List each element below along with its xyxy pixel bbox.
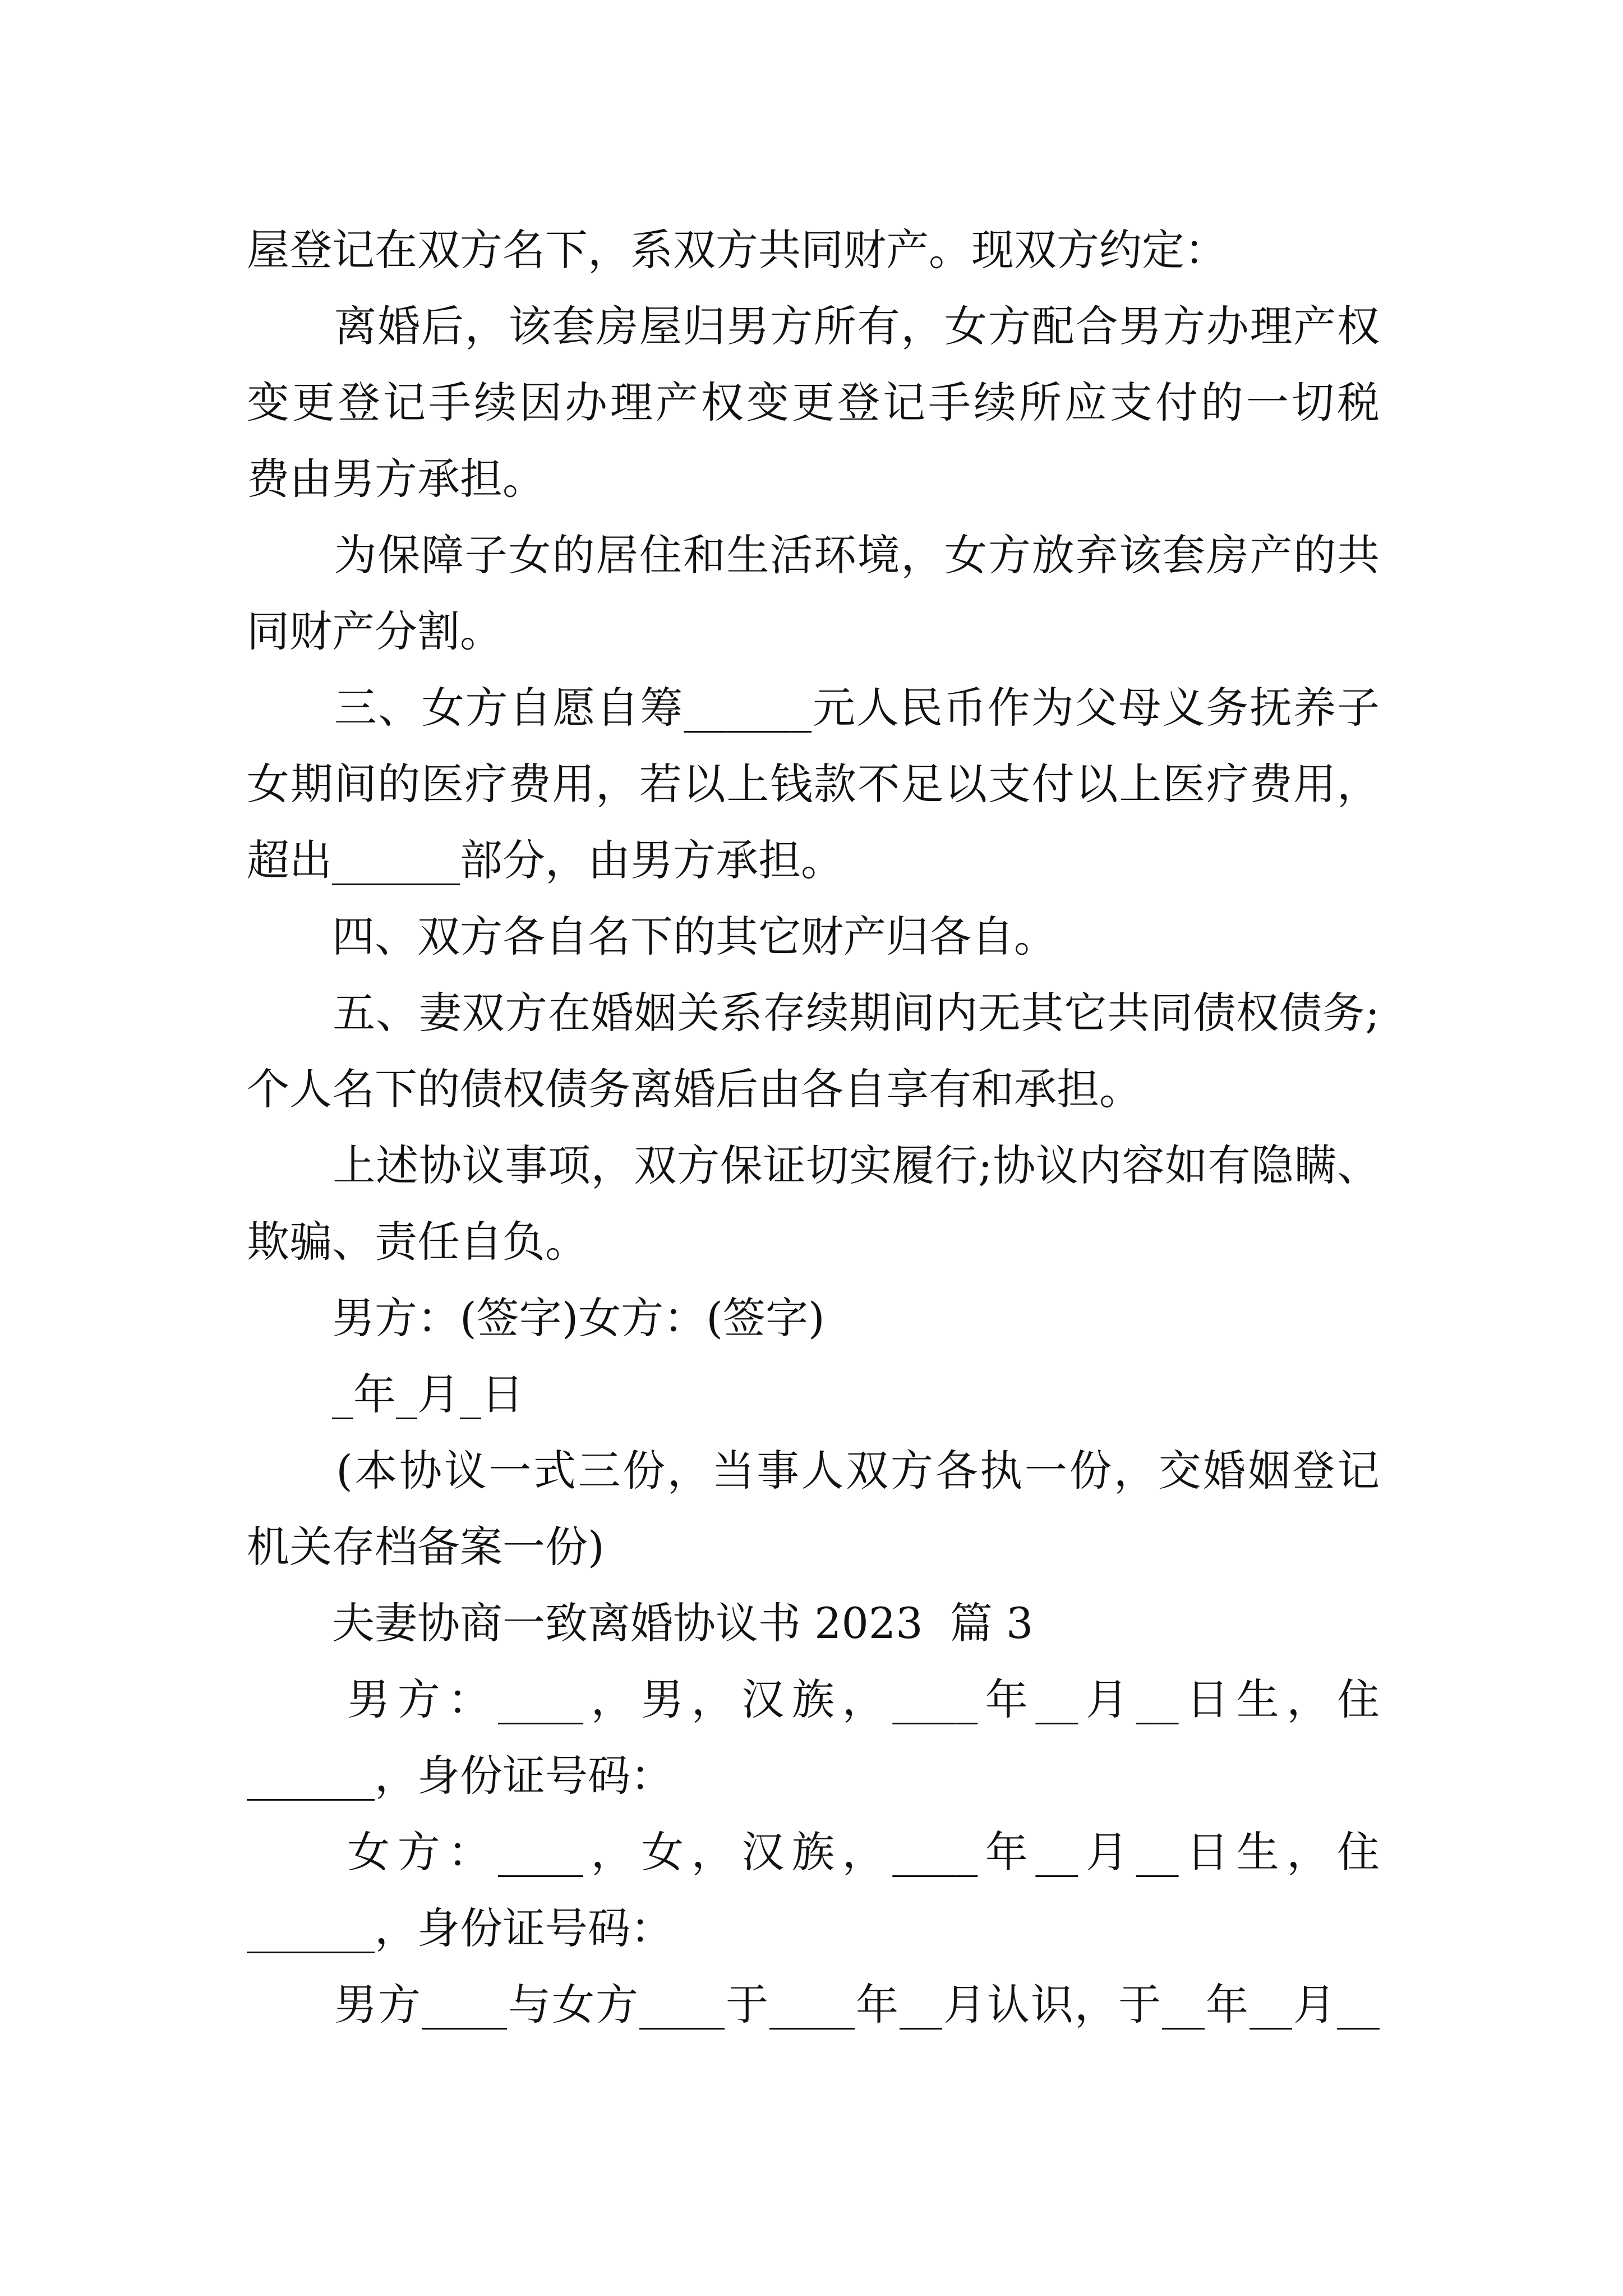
text-line: 变更登记手续因办理产权变更登记手续所应支付的一切税 [247, 378, 1380, 427]
signature-line: 男方：(签字)女方：(签字) [247, 1293, 825, 1343]
text-line: (本协议一式三份，当事人双方各执一份，交婚姻登记 [247, 1446, 1380, 1496]
text-line: 女方：____，女，汉族，____年__月__日生，住 [247, 1827, 1380, 1877]
text-line: 离婚后，该套房屋归男方所有，女方配合男方办理产权 [247, 301, 1380, 351]
text-line: 为保障子女的居住和生活环境，女方放弃该套房产的共 [247, 530, 1380, 580]
text-line: 同财产分割。 [247, 606, 502, 656]
text-line: 欺骗、责任自负。 [247, 1217, 588, 1267]
text-line: 超出______部分，由男方承担。 [247, 835, 843, 885]
text-line: 男方____与女方____于____年__月认识，于__年__月__ [247, 1980, 1380, 2030]
text-line: 三、女方自愿自筹______元人民币作为父母义务抚养子 [247, 683, 1380, 733]
text-line: 个人名下的债权债务离婚后由各自享有和承担。 [247, 1064, 1142, 1114]
text-line: 女期间的医疗费用，若以上钱款不足以支付以上医疗费用， [247, 759, 1380, 809]
text-line: ______，身份证号码： [247, 1751, 673, 1801]
text-line: ______，身份证号码： [247, 1903, 673, 1953]
date-line: _年_月_日 [247, 1369, 524, 1419]
text-line: 费由男方承担。 [247, 454, 545, 504]
text-line: 机关存档备案一份) [247, 1522, 605, 1572]
text-line: 屋登记在双方名下，系双方共同财产。现双方约定： [247, 225, 1227, 275]
text-line: 四、双方各自名下的其它财产归各自。 [247, 912, 1057, 961]
document-body [247, 212, 1380, 2043]
text-line: 五、妻双方在婚姻关系存续期间内无其它共同债权债务; [247, 988, 1380, 1038]
section-heading: 夫妻协商一致离婚协议书 2023 篇 3 [247, 1598, 1034, 1648]
text-line: 上述协议事项，双方保证切实履行;协议内容如有隐瞒、 [247, 1140, 1380, 1190]
text-line: 男方：____，男，汉族，____年__月__日生，住 [247, 1674, 1380, 1724]
